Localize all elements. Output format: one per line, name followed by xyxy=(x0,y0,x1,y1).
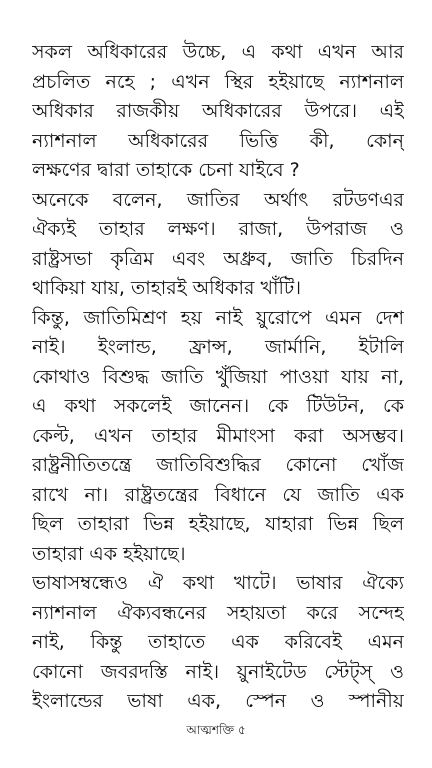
text-line: কেল্ট, এখন তাহার মীমাংসা করা অসম্ভব। xyxy=(32,424,404,447)
text-line: তাহারা এক হইয়াছে। xyxy=(32,542,186,565)
text-line: সকল অধিকারের উচ্চে, এ কথা এখন আর xyxy=(32,41,404,63)
text-line: রাষ্ট্রসভা কৃত্রিম এবং অধ্রুব, জাতি চিরদিন xyxy=(32,247,404,270)
text-line: ন্যাশনাল অধিকারের ভিত্তি কী, কোন্ xyxy=(32,129,404,152)
text-line: কোনো জবরদস্তি নাই। য়ুনাইটেড স্টেট্স্ ও xyxy=(32,660,404,683)
text-line: ইংলান্ডের ভাষা এক, স্পেন ও স্পানীয় xyxy=(32,690,404,712)
text-line: ছিল তাহারা ভিন্ন হইয়াছে, যাহারা ভিন্ন ছিল xyxy=(32,513,404,535)
text-line: কিন্তু, জাতিমিশ্রণ হয় নাই য়ুরোপে এমন দেশ xyxy=(32,306,404,329)
text-line: অধিকার রাজকীয় অধিকারের উপরে। এই xyxy=(32,100,404,122)
text-line: কোথাও বিশুদ্ধ জাতি খুঁজিয়া পাওয়া যায় না, xyxy=(32,365,404,388)
text-line: রাখে না। রাষ্ট্রতন্ত্রের বিধানে যে জাতি এক xyxy=(32,483,404,506)
text-line: থাকিয়া যায়, তাহারই অধিকার খাঁটি। xyxy=(32,277,302,299)
text-line: এ কথা সকলেই জানেন। কে টিউটন, কে xyxy=(32,395,404,417)
text-line: ভাষাসম্বন্ধেও ঐ কথা খাটে। ভাষার ঐক্যে xyxy=(32,572,404,594)
text-line: নাই। ইংলান্ড, ফ্রান্স, জার্মানি, ইটালি xyxy=(32,336,404,358)
text-line: অনেকে বলেন, জাতির অর্থাৎ রটডণএর xyxy=(32,188,404,211)
text-line: নাই, কিন্তু তাহাতে এক করিবেই এমন xyxy=(32,631,404,653)
page-footer: আত্মশক্তি ৫ xyxy=(186,723,246,737)
text-line: ন্যাশনাল ঐক্যবন্ধনের সহায়তা করে সন্দেহ xyxy=(32,601,404,624)
body-text xyxy=(32,38,404,717)
text-line: ঐক্যই তাহার লক্ষণ। রাজা, উপরাজ ও xyxy=(32,218,404,240)
text-line: লক্ষণের দ্বারা তাহাকে চেনা যাইবে ? xyxy=(32,159,300,181)
text-line: প্রচলিত নহে ; এখন স্থির হইয়াছে ন্যাশনাল xyxy=(32,70,404,93)
text-line: রাষ্ট্রনীতিতন্ত্রে জাতিবিশুদ্ধির কোনো খোঁজ xyxy=(32,454,404,476)
